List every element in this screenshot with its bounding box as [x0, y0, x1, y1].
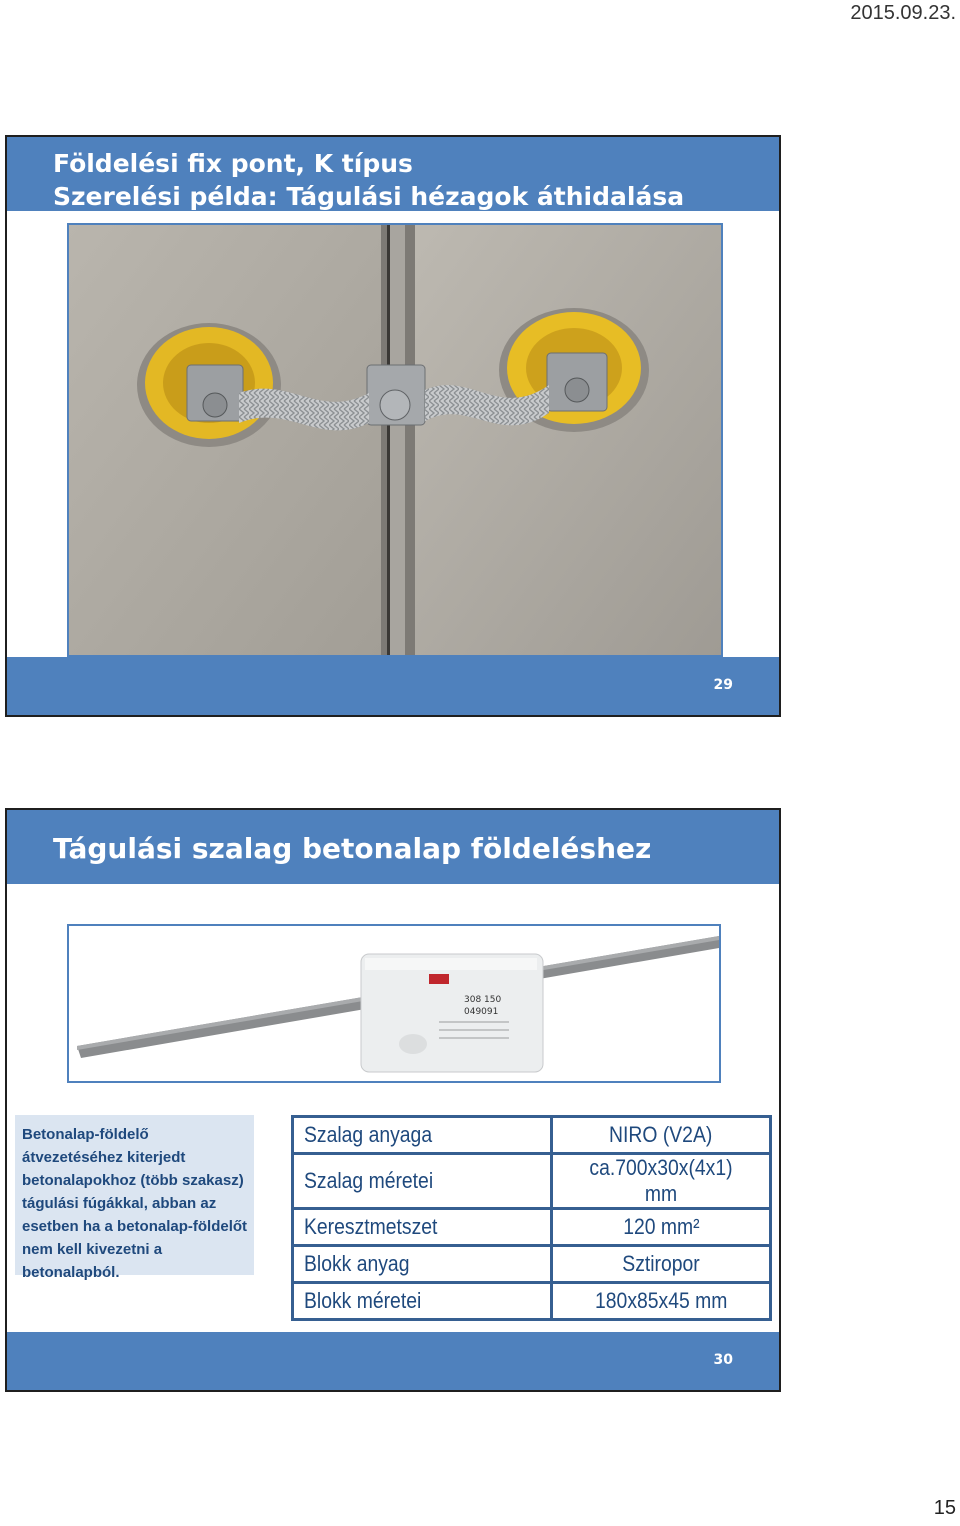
product-label-code-1: 308 150 [464, 995, 502, 1005]
slide-footer [7, 1332, 779, 1390]
table-row [293, 1117, 771, 1154]
spec-label: Blokk méretei [293, 1283, 552, 1320]
table-row [293, 1283, 771, 1320]
description-note: Betonalap-földelő átvezetéséhez kiterjedt betonalapokhoz (több szakasz) tágulási fúgákkal, abban az esetben ha a betonalap-földelőt nem kell kivezetni a betonalapból. [15, 1115, 254, 1275]
spec-label: Keresztmetszet [293, 1209, 552, 1246]
slide-number: 30 [713, 1352, 733, 1368]
spec-label: Szalag anyaga [293, 1117, 552, 1154]
table-row [293, 1246, 771, 1283]
spec-value: Sztiropor [552, 1246, 771, 1283]
slide-30 [5, 808, 781, 1392]
spec-label: Szalag méretei [293, 1154, 552, 1209]
photo-illustration [69, 225, 721, 655]
spec-value: 120 mm² [552, 1209, 771, 1246]
spec-value: ca.700x30x(4x1) mm [552, 1154, 771, 1209]
spec-table [291, 1115, 772, 1321]
expansion-strap-photo [67, 924, 721, 1083]
slide-title [7, 137, 779, 211]
product-illustration [69, 926, 719, 1081]
slide-number: 29 [713, 677, 733, 693]
slide-footer [7, 657, 779, 715]
slide-title-line-2: Szerelési példa: Tágulási hézagok áthidalása [53, 182, 685, 211]
spec-value: 180x85x45 mm [552, 1283, 771, 1320]
slide-title: Tágulási szalag betonalap földeléshez [7, 810, 779, 884]
grounding-fixpoint-photo [67, 223, 723, 657]
table-row [293, 1209, 771, 1246]
table-row [293, 1154, 771, 1209]
document-date: 2015.09.23. [850, 2, 956, 24]
slide-29 [5, 135, 781, 717]
spec-label: Blokk anyag [293, 1246, 552, 1283]
spec-value: NIRO (V2A) [552, 1117, 771, 1154]
page-number: 15 [933, 1497, 956, 1519]
product-label-code-2: 049091 [464, 1007, 499, 1017]
slide-title-line-1: Földelési fix pont, K típus [53, 149, 413, 178]
